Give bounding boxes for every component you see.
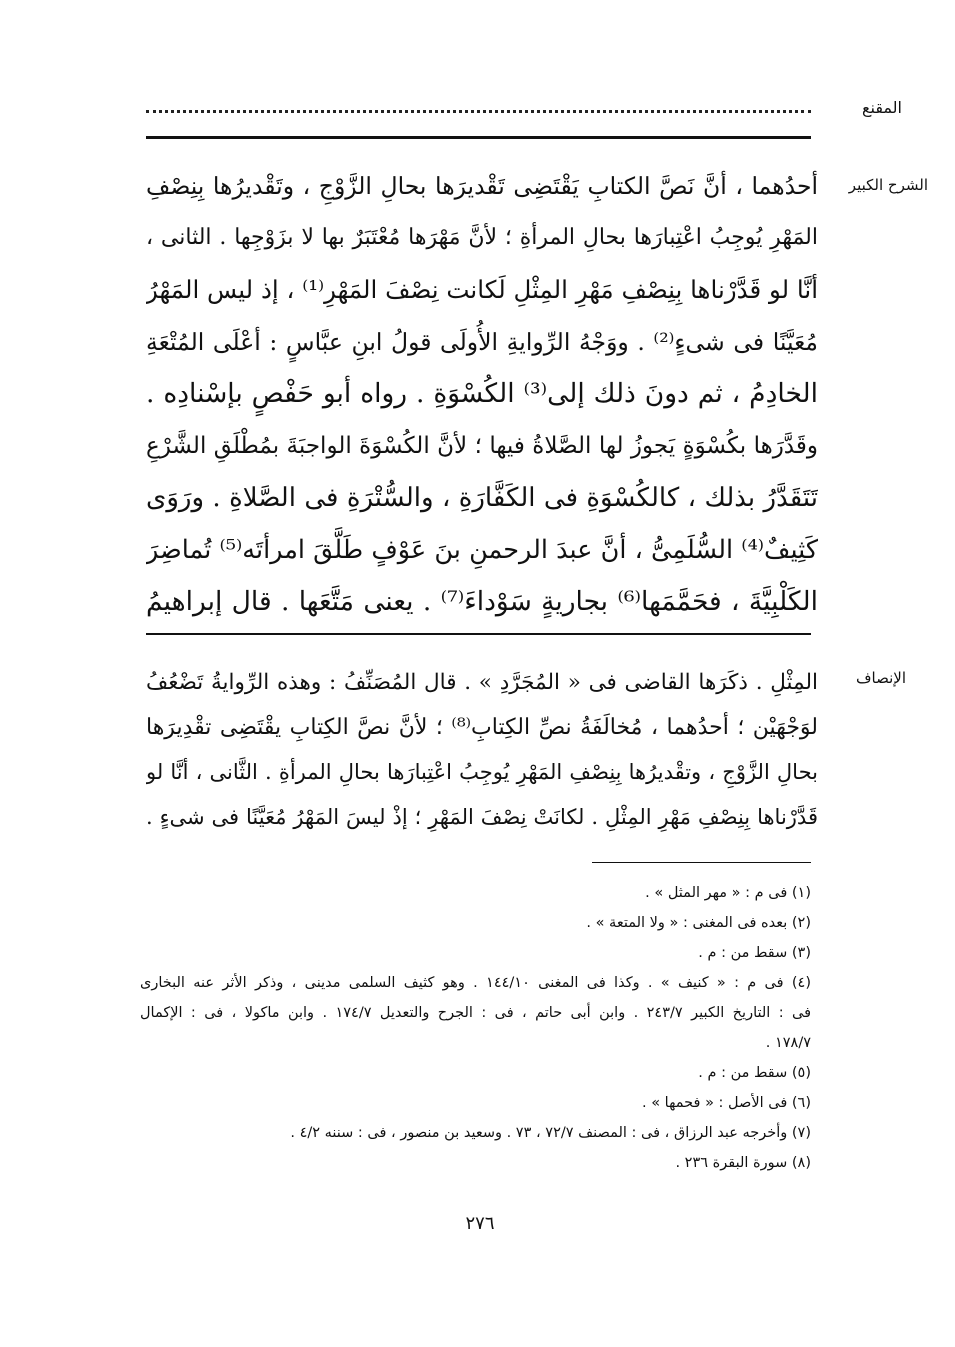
footnote-item: (٢) بعده فى المغنى : « ولا المتعة » . bbox=[586, 915, 811, 931]
sharh-line: المَهْرِ يُوجِبُ اعْتِبارَها بحالِ المرأةِ ؛ لأنَّ مَهْرَها مُعْتَبَرٌ بها لا بزَوْجِها . الثانى ، bbox=[146, 225, 818, 250]
page-number: ٢٧٦ bbox=[465, 1213, 495, 1234]
footnote-item: (٤) فى م : « كنيف » . وكذا فى المغنى ١٤٤/١٠ . وهو كثيف السلمى مدينى ، وذكر الأثر عنه البخارى bbox=[140, 975, 811, 991]
sharh-line: الخادِمُ ، ثم دونَ ذلك إلى⁽³⁾ الكُسْوَةِ . رواه أبو حَفْصٍ بإسْنادِه . bbox=[146, 378, 818, 409]
footnote-item: (٧) وأخرجه عبد الرزاق ، فى : المصنف ٧٢/٧ ، ٧٣ . وسعيد بن منصور ، فى : سننه ٤/٢ . bbox=[290, 1125, 811, 1141]
section-divider-rule bbox=[146, 633, 811, 635]
footnote-item: (١) فى م : « مهر المثل » . bbox=[645, 885, 811, 901]
insaf-text-block bbox=[146, 660, 818, 840]
sharh-side-label: الشرح الكبير bbox=[848, 176, 928, 194]
insaf-line: المِثْلِ . ذكَرَها القاضى فى « المُجَرَّدِ » . قال المُصَنِّفُ : وهذه الرِّوايةُ تَضْعُفُ bbox=[146, 670, 818, 695]
header-rule bbox=[146, 136, 811, 139]
footnote-item: (٨) سورة البقرة ٢٣٦ . bbox=[675, 1155, 811, 1171]
footnote-item-continuation: فى : التاريخ الكبير ٢٤٣/٧ . وابن أبى حاتم ، فى : الجرح والتعديل ١٧٤/٧ . وابن ماكولا ، فى : الإكمال bbox=[140, 1005, 812, 1021]
sharh-line: تَتَقَدَّرُ بذلك ، كالكُسْوَةِ فى الكَفَّارَةِ ، والسُّتْرَةِ فى الصَّلاةِ . ورَوَى bbox=[146, 483, 818, 513]
footnote-separator-rule bbox=[592, 862, 811, 863]
sharh-line: الكَلْبِيَّةَ ، فحَمَّمَها⁽⁶⁾ بجاريةٍ سَوْداءَ⁽⁷⁾ . يعنى مَتَّعَها . قال إبراهيمُ bbox=[146, 586, 818, 617]
footnotes-block bbox=[140, 878, 811, 1178]
insaf-line: قَدَّرْناها بِنِصْفِ مَهْرِ المِثْلِ . لكانَتْ نِصْفَ المَهْرِ ؛ إذْ ليسَ المَهْرُ مُعَيَّنًا فى شىءٍ . bbox=[146, 805, 818, 829]
sharh-line: أحدُهما ، أنَّ نَصَّ الكتابِ يَقْتَضِى تَقْديرَها بحالِ الزَّوْجِ ، وتَقْديرُها بِنِصْفِ bbox=[146, 172, 818, 200]
running-header-title: المقنع bbox=[861, 98, 902, 117]
insaf-side-label: الإنصاف bbox=[855, 669, 906, 687]
footnote-item: (٣) سقط من : م . bbox=[698, 945, 811, 961]
header-dotted-leader bbox=[146, 96, 811, 113]
insaf-line: بحالِ الزَّوْجِ ، وتقْديرُها بِنِصْفِ المَهْرِ يُوجِبُ اعْتِبارَها بحالِ المرأةِ . الثَّانى ، أنَّا لو bbox=[146, 760, 818, 784]
insaf-line: لوَجْهَيْن ؛ أحدُهما ، مُخالَفَةُ نصِّ الكِتابِ⁽⁸⁾ ؛ لأنَّ نصَّ الكِتابِ يقْتَضِى تقْدِيرَها bbox=[146, 715, 818, 740]
footnote-item: (٥) سقط من : م . bbox=[698, 1065, 811, 1081]
sharh-line: وقَدَّرَها بكُسْوَةٍ يَجوزُ لها الصَّلاةُ فيها ؛ لأنَّ الكُسْوَةَ الواجبَةَ بمُطْلَقِ الشَّرْعِ bbox=[146, 433, 818, 459]
sharh-line: كَثِيفٌ⁽⁴⁾ السُّلَمِىُّ ، أنَّ عبدَ الرحمنِ بنَ عَوْفٍ طَلَّقَ امرأتَه⁽⁵⁾ تُماضِرَ bbox=[146, 535, 818, 565]
sharh-line: أنَّا لو قَدَّرْناها بِنِصْفِ مَهْرِ المِثْلِ لَكانت نِصْفَ المَهْرِ⁽¹⁾ ، إذ ليس المَهْرُ bbox=[146, 275, 818, 304]
footnote-item: (٦) فى الأصل : « فحمها » . bbox=[641, 1095, 811, 1111]
sharh-line: مُعَيَّنًا فى شىءٍ⁽²⁾ . ووَجْهُ الرِّوايةِ الأُولَى قولُ ابنِ عبَّاسٍ : أعْلَى المُتْعَةِ bbox=[146, 328, 818, 356]
sharh-text-block bbox=[146, 160, 818, 628]
footnote-item-continuation: ١٧٨/٧ . bbox=[765, 1035, 811, 1051]
